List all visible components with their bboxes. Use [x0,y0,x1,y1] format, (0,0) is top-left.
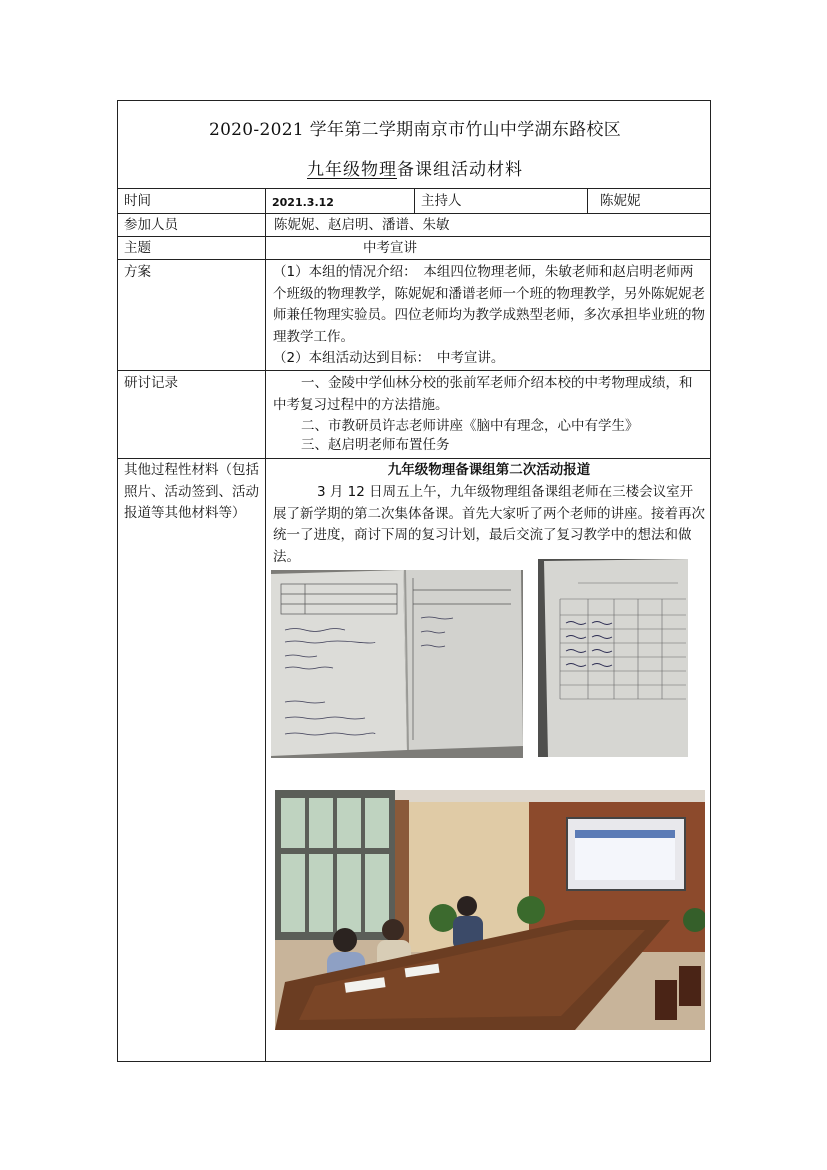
activity-record-table [117,100,711,1062]
plan-label: 方案 [124,264,151,280]
plan-paragraph-1: （1）本组的情况介绍： 本组四位物理老师，朱敏老师和赵启明老师两个班级的物理教学，陈妮妮和潘谱老师一个班的物理教学，另外陈妮妮老师兼任物理实验员。四位老师均为教学成熟型老师，多次承担毕业班的物理教学工作。 [273,264,705,345]
host-label: 主持人 [421,193,462,209]
topic-value: 中考宣讲 [363,240,417,256]
row-divider [118,213,710,214]
row-divider [118,259,710,260]
column-divider [265,188,266,1061]
plan-paragraph-2: （2）本组活动达到目标： 中考宣讲。 [273,350,505,366]
document-title: 2020-2021 学年第二学期南京市竹山中学湖东路校区 [208,120,622,140]
record-item-3: 三、赵启明老师布置任务 [301,437,450,453]
row-divider [118,458,710,459]
records-label: 研讨记录 [124,375,178,391]
time-value: 2021.3.12 [272,196,334,209]
host-value: 陈妮妮 [600,193,641,209]
record-item-2: 二、市教研员许志老师讲座《脑中有理念，心中有学生》 [301,418,639,434]
other-materials-label: 其他过程性材料（包括照片、活动签到、活动报道等其他材料等） [124,462,259,521]
photo-handwritten-record [271,570,523,758]
row-divider [118,370,710,371]
record-item-1: 一、金陵中学仙林分校的张前军老师介绍本校的中考物理成绩，和中考复习过程中的方法措施。 [273,375,693,413]
row-divider [118,236,710,237]
participants-value: 陈妮妮、赵启明、潘谱、朱敏 [274,217,450,233]
subtitle-rest: 备课组活动材料 [397,160,523,180]
column-divider [414,188,415,213]
report-body: 3 月 12 日周五上午，九年级物理组备课组老师在三楼会议室开展了新学期的第二次集体备课。首先大家听了两个老师的讲座。接着再次统一了进度，商讨下周的复习计划，最后交流了复习教学中的想法和做法。 [273,484,705,565]
photo-sign-in-sheet [538,559,688,757]
column-divider [587,188,588,213]
photo-meeting-room [275,790,705,1030]
participants-label: 参加人员 [124,217,178,233]
time-label: 时间 [124,193,151,209]
subtitle-underlined: 九年级物理 [307,160,397,180]
topic-label: 主题 [124,240,151,256]
document-subtitle [118,155,712,180]
report-title: 九年级物理备课组第二次活动报道 [387,462,591,478]
